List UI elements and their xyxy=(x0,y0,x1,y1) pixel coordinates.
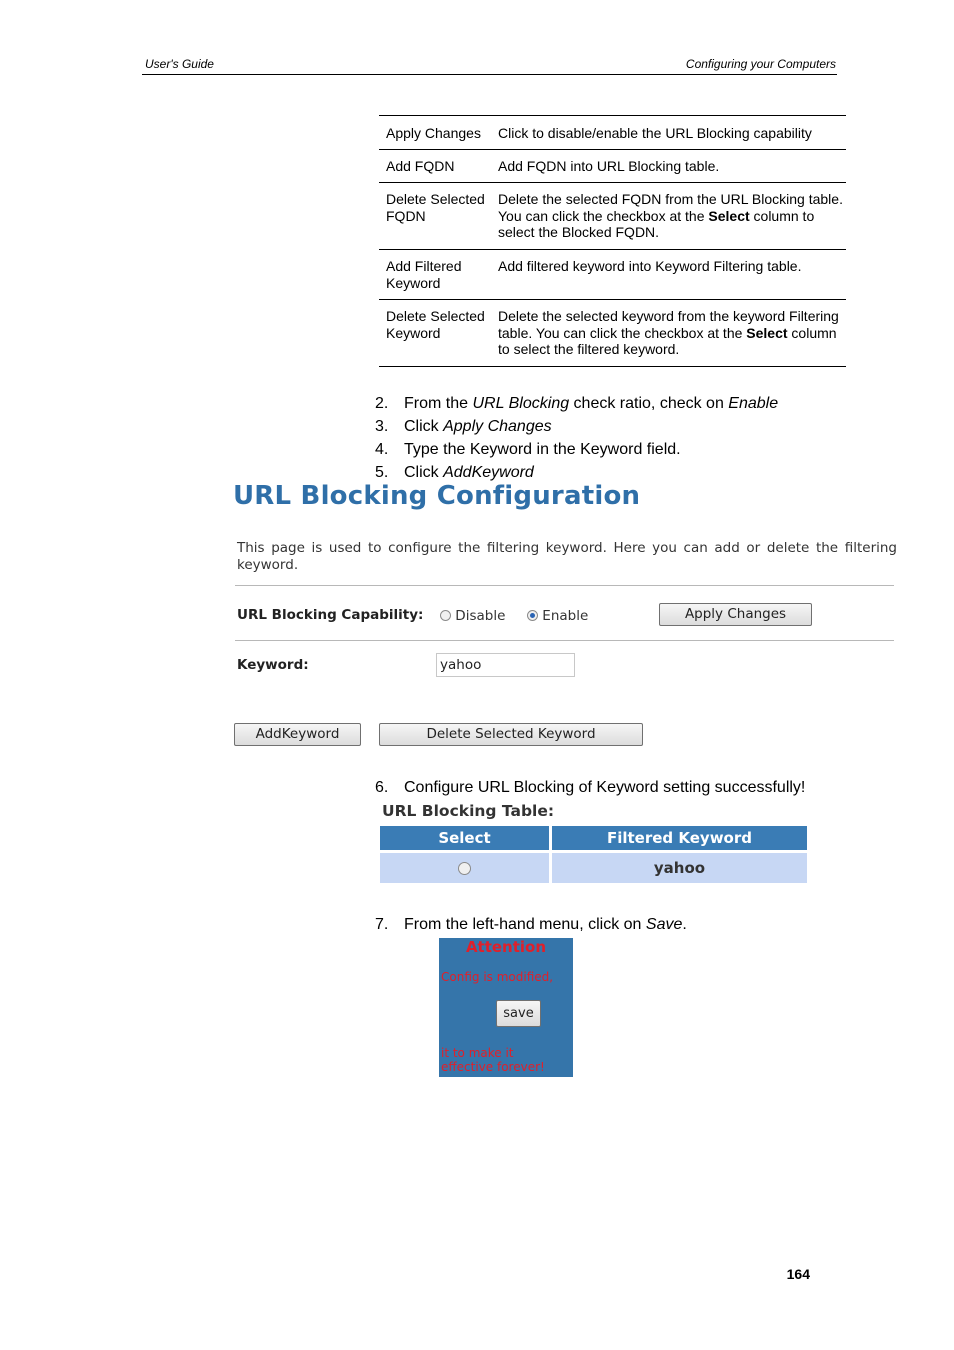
header-right: Configuring your Computers xyxy=(685,57,836,71)
table-row xyxy=(379,250,846,300)
enable-radio[interactable] xyxy=(527,610,538,621)
header-left: User's Guide xyxy=(145,57,214,71)
attention-line-3: effective forever! xyxy=(441,1060,545,1074)
keyword-cell: yahoo xyxy=(552,853,807,883)
enable-label: Enable xyxy=(542,608,589,624)
config-description: This page is used to configure the filtering keyword. Here you can add or delete the filtering keyword. xyxy=(237,540,897,573)
page-number: 164 xyxy=(786,1266,810,1282)
disable-option[interactable] xyxy=(440,608,505,624)
desc-cell: Add filtered keyword into Keyword Filtering table. xyxy=(498,258,802,274)
attention-title: Attention xyxy=(465,938,547,956)
config-title: URL Blocking Configuration xyxy=(233,481,641,511)
desc-cell: Delete the selected FQDN from the URL Blocking table. You can click the checkbox at the Select column to select the Blocked FQDN. xyxy=(498,191,843,240)
table-row xyxy=(379,116,846,150)
disable-radio[interactable] xyxy=(440,610,451,621)
term-cell: Delete Selected FQDN xyxy=(386,191,485,224)
blocking-table-title: URL Blocking Table: xyxy=(382,802,555,820)
desc-cell: Click to disable/enable the URL Blocking capability xyxy=(498,125,812,141)
step-2: 2. From the URL Blocking check ratio, check on Enable xyxy=(375,395,779,412)
table-row xyxy=(379,300,846,367)
disable-label: Disable xyxy=(455,608,506,624)
divider xyxy=(235,585,894,586)
column-header-select: Select xyxy=(380,826,549,850)
divider xyxy=(235,640,894,641)
step-7: 7. From the left-hand menu, click on Save. xyxy=(375,916,687,933)
desc-cell: Add FQDN into URL Blocking table. xyxy=(498,158,720,174)
table-row xyxy=(379,150,846,183)
term-cell: Apply Changes xyxy=(386,125,481,141)
save-button[interactable]: save xyxy=(496,1000,541,1027)
step-4: 4. Type the Keyword in the Keyword field. xyxy=(375,441,681,458)
select-cell xyxy=(380,853,549,883)
step-5: 5. Click AddKeyword xyxy=(375,464,534,481)
term-cell: Delete Selected Keyword xyxy=(386,308,485,341)
step-3: 3. Click Apply Changes xyxy=(375,418,552,435)
term-cell: Add FQDN xyxy=(386,158,455,174)
enable-option[interactable] xyxy=(527,608,588,624)
row-select-radio[interactable] xyxy=(458,862,471,875)
header-rule xyxy=(142,74,837,75)
keyword-label: Keyword: xyxy=(237,657,309,673)
table-row xyxy=(379,183,846,250)
attention-box xyxy=(439,938,573,1077)
step-6: 6. Configure URL Blocking of Keyword setting successfully! xyxy=(375,779,806,796)
desc-cell: Delete the selected keyword from the keyword Filtering table. You can click the checkbox at the Select column to select the filtered keyword. xyxy=(498,308,839,357)
add-keyword-button[interactable]: AddKeyword xyxy=(234,723,361,746)
attention-line-2: it to make it xyxy=(441,1046,514,1060)
capability-label: URL Blocking Capability: xyxy=(237,607,424,623)
delete-selected-keyword-button[interactable]: Delete Selected Keyword xyxy=(379,723,643,746)
keyword-input[interactable]: yahoo xyxy=(436,653,575,677)
column-header-filtered-keyword: Filtered Keyword xyxy=(552,826,807,850)
attention-line-1: Config is modified, xyxy=(441,970,554,984)
term-cell: Add Filtered Keyword xyxy=(386,258,462,291)
apply-changes-button[interactable]: Apply Changes xyxy=(659,603,812,626)
description-table xyxy=(379,115,846,367)
